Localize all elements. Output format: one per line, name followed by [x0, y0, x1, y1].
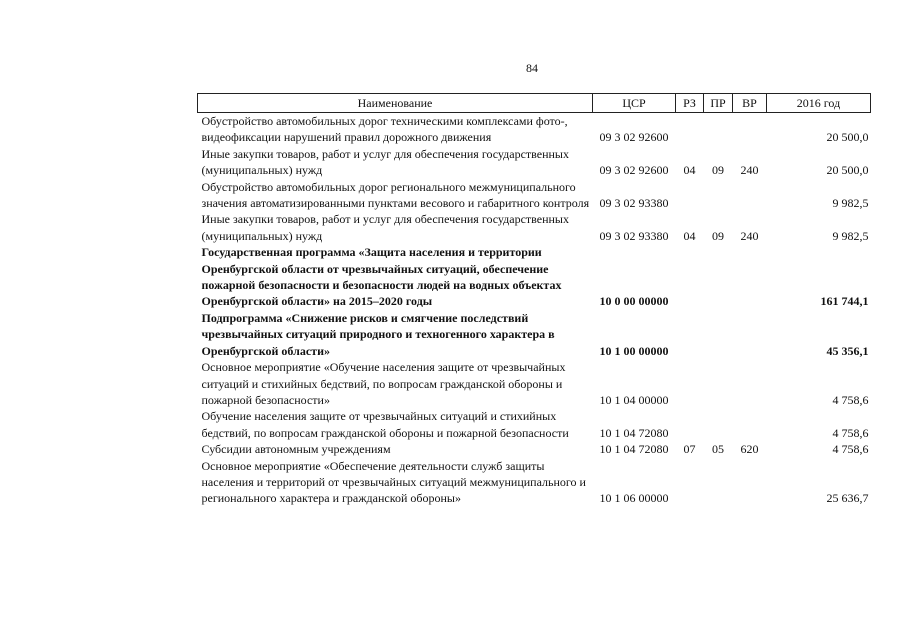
row-vr [733, 244, 767, 310]
row-vr [733, 408, 767, 441]
row-csr: 10 1 00 00000 [599, 343, 669, 358]
row-name: Субсидии автономным учреждениям [201, 442, 391, 457]
row-pr [704, 310, 733, 359]
row-amount: 9 982,5 [832, 196, 869, 211]
row-pr [704, 113, 733, 146]
row-name: Государственная программа «Защита населения и территории Оренбургской области от чрезвычайных ситуаций, обеспечение пожарной безопасности и безопасности людей на водных объектах Оренбургской области» на 2015–2020 годы [201, 245, 562, 309]
row-rz [676, 408, 704, 441]
table-row [198, 359, 871, 408]
row-name: Обустройство автомобильных дорог регионального межмуниципального значения автоматизированными пунктами весового и габаритного контроля [201, 179, 590, 211]
row-amount: 4 758,6 [832, 425, 869, 440]
row-vr [733, 359, 767, 408]
row-amount: 4 758,6 [832, 392, 869, 407]
row-csr: 10 1 04 72080 [599, 425, 669, 440]
table-row [198, 146, 871, 179]
table-row [198, 113, 871, 146]
row-csr: 09 3 02 92600 [599, 130, 669, 145]
row-vr: 620 [740, 442, 759, 457]
row-name: Основное мероприятие «Обеспечение деятельности служб защиты населения и территорий от чрезвычайных ситуаций межмуниципального и регионального характера и гражданской обороны» [201, 458, 586, 506]
table-row [198, 408, 871, 441]
row-rz: 04 [683, 163, 696, 178]
row-pr: 09 [712, 228, 724, 243]
row-name: Основное мероприятие «Обучение населения защите от чрезвычайных ситуаций и стихийных бедствий, по вопросам гражданской обороны и пожарной безопасности» [201, 360, 566, 407]
table-row [198, 179, 871, 212]
row-rz [676, 113, 704, 146]
row-vr [733, 179, 767, 212]
row-rz [676, 244, 704, 310]
header-csr: ЦСР [593, 94, 676, 113]
table-row [198, 441, 871, 457]
row-vr: 240 [740, 228, 759, 243]
row-rz [676, 310, 704, 359]
row-name: Иные закупки товаров, работ и услуг для обеспечения государственных (муниципальных) нужд [201, 146, 569, 178]
row-amount: 4 758,6 [832, 442, 869, 457]
row-pr [704, 179, 733, 212]
row-name: Иные закупки товаров, работ и услуг для обеспечения государственных (муниципальных) нужд [201, 212, 569, 243]
row-rz [676, 179, 704, 212]
header-amount: 2016 год [767, 94, 871, 113]
row-amount: 20 500,0 [826, 163, 869, 178]
row-rz: 07 [683, 442, 696, 457]
table-row [198, 244, 871, 310]
header-name: Наименование [198, 94, 593, 113]
header-pr: ПР [704, 94, 733, 113]
row-pr [704, 359, 733, 408]
row-csr: 09 3 02 92600 [599, 163, 669, 178]
row-name: Обустройство автомобильных дорог техническими комплексами фото-, видеофиксации нарушений правил дорожного движения [201, 114, 568, 145]
row-csr: 10 1 04 72080 [599, 442, 669, 457]
row-rz [676, 359, 704, 408]
row-csr: 10 0 00 00000 [599, 294, 669, 309]
row-name: Обучение населения защите от чрезвычайных ситуаций и стихийных бедствий, по вопросам гражданской обороны и пожарной безопасности [201, 409, 569, 440]
row-amount: 161 744,1 [820, 294, 869, 309]
row-pr: 05 [712, 442, 724, 457]
page-number: 84 [526, 61, 538, 75]
row-csr: 10 1 04 00000 [599, 392, 669, 407]
row-csr: 09 3 02 93380 [599, 228, 669, 243]
row-pr [704, 244, 733, 310]
row-name: Подпрограмма «Снижение рисков и смягчение последствий чрезвычайных ситуаций природного и техногенного характера в Оренбургской области» [201, 310, 555, 358]
row-vr: 240 [740, 163, 759, 178]
table-row [198, 310, 871, 359]
row-csr: 09 3 02 93380 [599, 196, 669, 211]
table-row [198, 211, 871, 244]
row-amount: 45 356,1 [826, 343, 869, 358]
header-vr: ВР [733, 94, 767, 113]
row-vr [733, 310, 767, 359]
row-pr [704, 458, 733, 507]
row-pr [704, 408, 733, 441]
budget-table [197, 93, 871, 507]
row-vr [733, 113, 767, 146]
row-amount: 20 500,0 [826, 130, 869, 145]
header-rz: РЗ [676, 94, 704, 113]
row-amount: 25 636,7 [826, 491, 869, 506]
table-row [198, 458, 871, 507]
row-rz [676, 458, 704, 507]
row-csr: 10 1 06 00000 [599, 491, 669, 506]
row-amount: 9 982,5 [832, 228, 869, 243]
row-vr [733, 458, 767, 507]
row-pr: 09 [712, 163, 724, 178]
row-rz: 04 [683, 228, 696, 243]
table-header-row [198, 94, 871, 113]
